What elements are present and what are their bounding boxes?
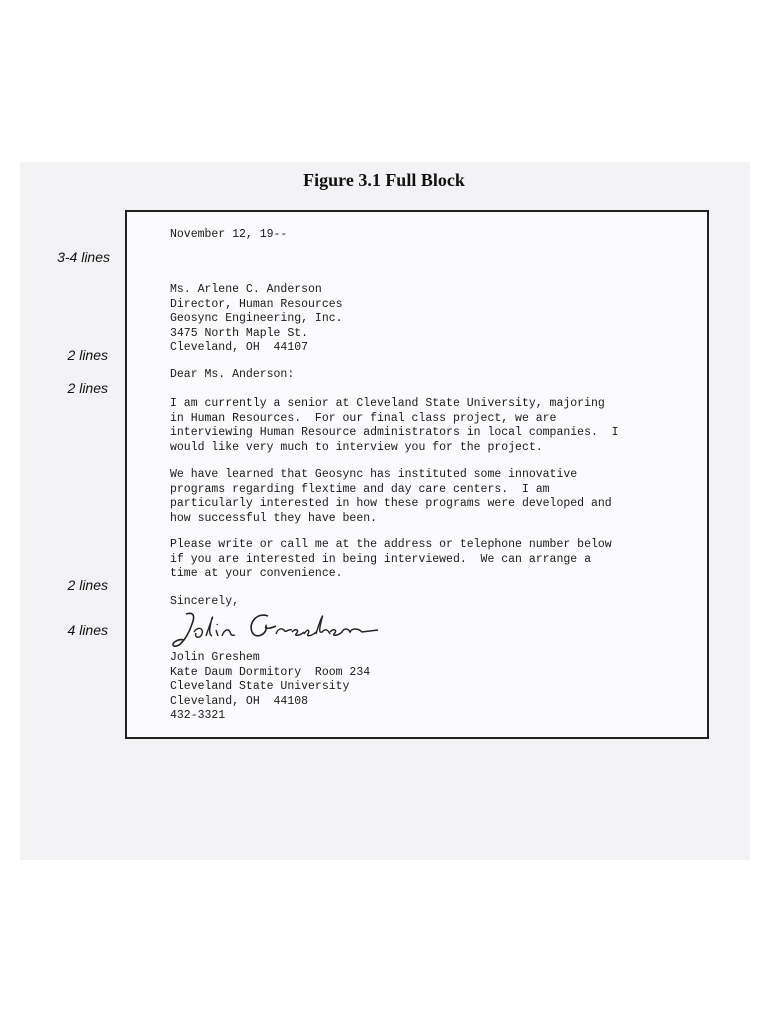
address-line: Ms. Arlene C. Anderson <box>170 283 322 296</box>
paragraph-line: We have learned that Geosync has instituted some innovative <box>170 468 578 481</box>
paragraph-line: would like very much to interview you for the project. <box>170 440 543 454</box>
complimentary-closing: Sincerely, <box>170 595 240 608</box>
address-line: 3475 North Maple St. <box>170 326 309 340</box>
sender-address-line: Cleveland, OH 44108 <box>170 694 309 708</box>
address-line: Director, Human Resources <box>170 297 343 311</box>
paragraph-line: Please write or call me at the address or telephone number below <box>170 538 612 551</box>
body-paragraph-2 <box>170 468 612 526</box>
sender-phone: 432-3321 <box>170 709 226 722</box>
margin-note-closing-spacing: 2 lines <box>67 577 108 593</box>
margin-note-salutation-spacing: 2 lines <box>67 380 108 396</box>
paragraph-line: time at your convenience. <box>170 567 343 580</box>
paragraph-line: I am currently a senior at Cleveland State University, majoring <box>170 397 605 410</box>
margin-note-signature-spacing: 4 lines <box>67 622 108 638</box>
sender-name: Jolin Greshem <box>170 651 260 664</box>
sender-block <box>170 651 370 724</box>
paragraph-line: programs regarding flextime and day care centers. I am <box>170 482 550 496</box>
figure-title: Figure 3.1 Full Block <box>303 170 465 190</box>
paragraph-line: how successful they have been. <box>170 511 378 525</box>
handwritten-signature <box>172 606 382 656</box>
letter-date: November 12, 19-- <box>170 228 288 241</box>
sender-address-line: Cleveland State University <box>170 680 350 693</box>
paragraph-line: if you are interested in being interviewed. We can arrange a <box>170 552 591 566</box>
paragraph-line: particularly interested in how these programs were developed and <box>170 497 612 510</box>
paragraph-line: interviewing Human Resource administrators in local companies. I <box>170 426 619 439</box>
body-paragraph-1 <box>170 397 619 455</box>
body-paragraph-3 <box>170 538 612 582</box>
salutation: Dear Ms. Anderson: <box>170 368 295 381</box>
paragraph-line: in Human Resources. For our final class project, we are <box>170 411 557 425</box>
margin-note-address-spacing: 2 lines <box>67 347 108 363</box>
address-line: Cleveland, OH 44107 <box>170 341 309 354</box>
sender-address-line: Kate Daum Dormitory Room 234 <box>170 665 371 679</box>
address-line: Geosync Engineering, Inc. <box>170 312 343 325</box>
inside-address <box>170 283 343 356</box>
margin-note-date-spacing: 3-4 lines <box>57 249 110 265</box>
